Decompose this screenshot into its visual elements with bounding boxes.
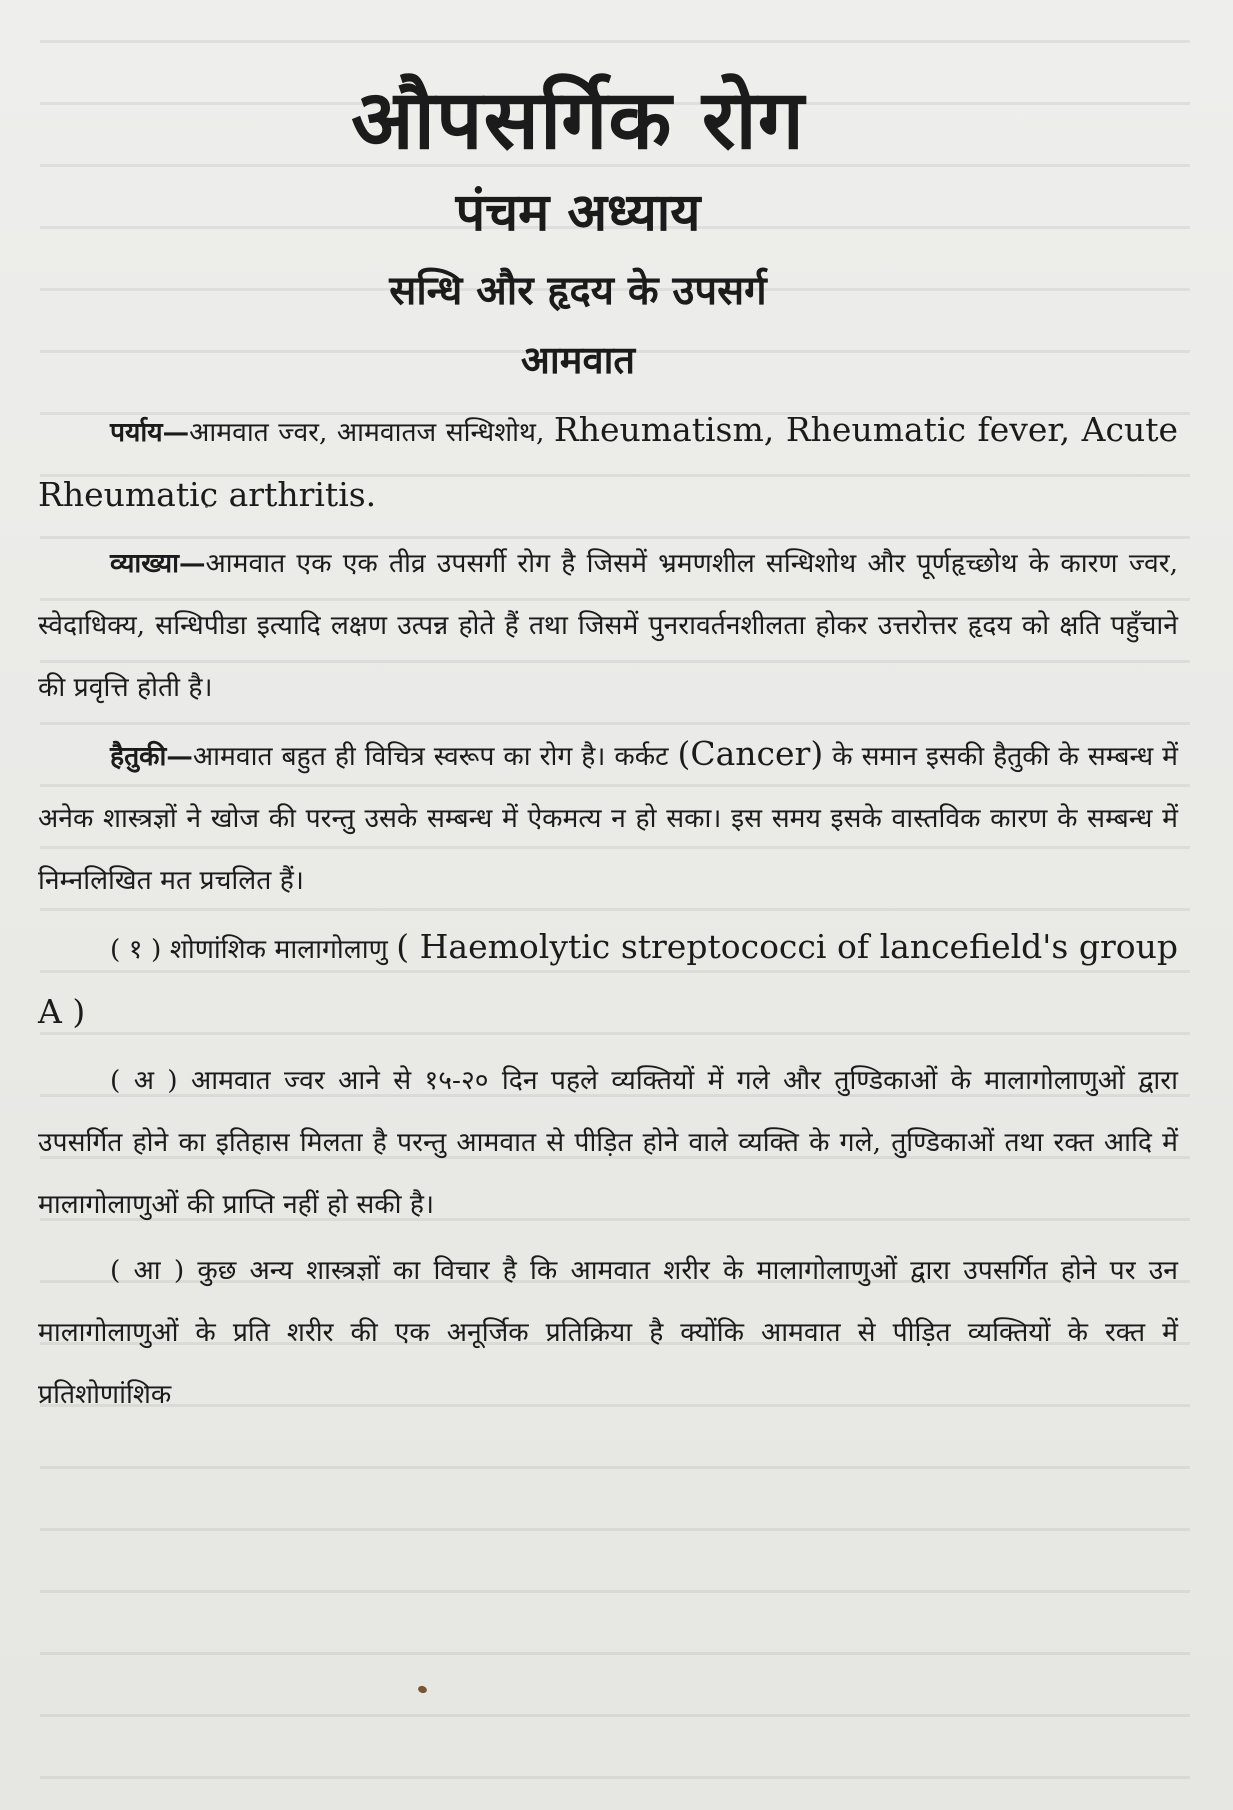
bleed-line xyxy=(40,1590,1190,1593)
chapter-heading: पंचम अध्याय xyxy=(455,182,701,244)
definition-paragraph xyxy=(38,533,1178,719)
section-heading: सन्धि और हृदय के उपसर्ग xyxy=(389,266,767,314)
synonyms-paragraph xyxy=(38,399,1178,529)
definition-text: आमवात एक एक तीव्र उपसर्गी रोग है जिसमें भ्रमणशील सन्धिशोथ और पूर्णहृच्छोथ के कारण ज्वर, स्वेदाधिक्य, सन्धिपीडा इत्यादि लक्षण उत्पन्न होते हैं तथा जिसमें पुनरावर्तनशीलता होकर उत्तरोत्तर हृदय को क्षति पहुँचाने की प्रवृत्ति होती है। xyxy=(38,547,1178,703)
definition-term: व्याख्या— xyxy=(110,547,206,579)
page-title: औपसर्गिक रोग xyxy=(351,72,805,168)
synonyms-hindi: आमवात ज्वर, आमवातज सन्धिशोथ, xyxy=(189,416,554,448)
topic-heading: आमवात xyxy=(520,336,636,382)
bleed-line xyxy=(40,1776,1190,1779)
ink-blot xyxy=(417,1685,428,1695)
point-1 xyxy=(38,916,1178,1046)
synonyms-term: पर्याय— xyxy=(110,416,190,448)
page-content xyxy=(38,72,1178,1430)
bleed-line xyxy=(40,40,1190,43)
point-1-english: ( Haemolytic streptococci of lancefield's group A ) xyxy=(38,926,1178,1031)
etiology-text-b: के समान इसकी हैतुकी के सम्बन्ध में अनेक शास्त्रज्ञों ने खोज की परन्तु उसके सम्बन्ध में ऐकमत्य न हो सका। इस समय इसके वास्तविक कारण के सम्बन्ध में निम्नलिखित मत प्रचलित हैं। xyxy=(38,740,1178,896)
etiology-english: (Cancer) xyxy=(677,733,824,773)
bleed-line xyxy=(40,1466,1190,1469)
point-1-hindi: ( १ ) शोणांशिक मालागोलाणु xyxy=(110,933,397,965)
point-a xyxy=(38,1050,1178,1236)
etiology-paragraph xyxy=(38,723,1178,912)
point-aa xyxy=(38,1240,1178,1426)
bleed-line xyxy=(40,1714,1190,1717)
bleed-line xyxy=(40,1652,1190,1655)
etiology-term: हैतुकी— xyxy=(110,740,193,772)
etiology-text-a: आमवात बहुत ही विचित्र स्वरूप का रोग है। कर्कट xyxy=(192,740,678,772)
point-a-text: ( अ ) आमवात ज्वर आने से १५-२० दिन पहले व्यक्तियों में गले और तुण्डिकाओं के मालागोलाणुओं द्वारा उपसर्गित होने का इतिहास मिलता है परन्तु आमवात से पीड़ित होने वाले व्यक्ति के गले, तुण्डिकाओं तथा रक्त आदि में मालागोलाणुओं की प्राप्ति नहीं हो सकी है। xyxy=(38,1064,1178,1220)
synonyms-english: Rheumatism, Rheumatic fever, Acute Rheumatic arthritis. xyxy=(38,409,1178,514)
point-aa-text: ( आ ) कुछ अन्य शास्त्रज्ञों का विचार है कि आमवात शरीर के मालागोलाणुओं द्वारा उपसर्गित होने पर उन मालागोलाणुओं के प्रति शरीर की एक अनूर्जिक प्रतिक्रिया है क्योंकि आमवात से पीड़ित व्यक्तियों के रक्त में प्रतिशोणांशिक xyxy=(38,1254,1178,1410)
bleed-line xyxy=(40,1528,1190,1531)
